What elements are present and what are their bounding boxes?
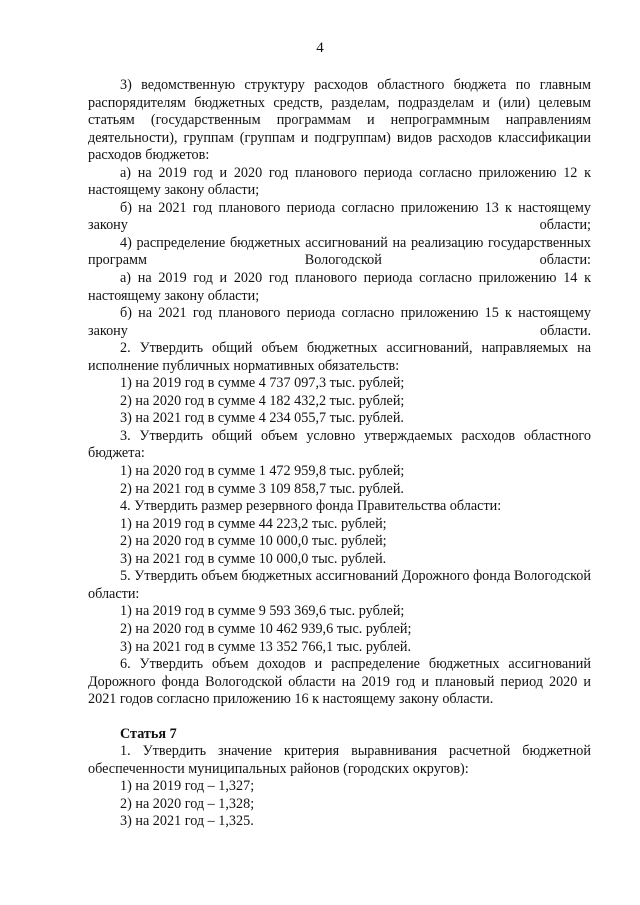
list-item: 3) на 2021 год в сумме 13 352 766,1 тыс. рублей. (120, 638, 412, 655)
list-item: 1) на 2019 год в сумме 4 737 097,3 тыс. рублей; (120, 375, 405, 392)
list-item: 3) на 2021 год – 1,325. (120, 813, 254, 830)
list-item: 3) на 2021 год в сумме 4 234 055,7 тыс. рублей. (120, 410, 404, 427)
paragraph-6-road-fund-revenue: 6. Утвердить объем доходов и распределение бюджетных ассигнований Дорожного фонда Вологодской области на 2019 год и плановый период 2020 и 2021 годов согласно приложению 16 к настоящему закону области. (88, 656, 591, 708)
list-item: 1) на 2019 год в сумме 9 593 369,6 тыс. рублей; (120, 603, 405, 620)
paragraph-3-structure: 3) ведомственную структуру расходов областного бюджета по главным распорядителям бюджетных средств, разделам, подразделам и (или) целевым статьям (государственным программам и непрограммным направлениям деятельности), группам (группам и подгруппам) видов расходов классификации расходов бюджетов: (88, 77, 591, 164)
paragraph-3a: а) на 2019 год и 2020 год планового периода согласно приложению 12 к настоящему закону области; (88, 164, 591, 199)
list-item: 2) на 2020 год – 1,328; (120, 795, 255, 812)
list-item: 3) на 2021 год в сумме 10 000,0 тыс. рублей. (120, 550, 387, 567)
paragraph-2-obligations: 2. Утвердить общий объем бюджетных ассигнований, направляемых на исполнение публичных нормативных обязательств: (88, 340, 591, 374)
list-item: 1) на 2019 год в сумме 44 223,2 тыс. рублей; (120, 515, 387, 532)
document-body (88, 77, 591, 831)
paragraph-3b: б) на 2021 год планового периода согласно приложению 13 к настоящему закону области; (88, 199, 591, 234)
paragraph-4b: б) на 2021 год планового периода согласно приложению 15 к настоящему закону области. (88, 305, 591, 339)
paragraph-4a: а) на 2019 год и 2020 год планового периода согласно приложению 14 к настоящему закону области; (88, 270, 591, 304)
list-item: 1) на 2019 год – 1,327; (120, 778, 255, 795)
page-number: 4 (316, 40, 324, 56)
article-heading: Статья 7 (120, 725, 177, 742)
paragraph-3-conditional: 3. Утвердить общий объем условно утверждаемых расходов областного бюджета: (88, 427, 591, 462)
list-item: 2) на 2020 год в сумме 10 000,0 тыс. рублей; (120, 533, 387, 550)
list-item: 2) на 2020 год в сумме 4 182 432,2 тыс. рублей; (120, 392, 405, 409)
list-item: 2) на 2021 год в сумме 3 109 858,7 тыс. рублей. (120, 480, 404, 497)
paragraph-4-reserve: 4. Утвердить размер резервного фонда Правительства области: (120, 498, 502, 515)
list-item: 2) на 2020 год в сумме 10 462 939,6 тыс. рублей; (120, 620, 412, 637)
paragraph-5-road-fund: 5. Утвердить объем бюджетных ассигнований Дорожного фонда Вологодской области: (88, 568, 591, 602)
article7-paragraph-1: 1. Утвердить значение критерия выравнивания расчетной бюджетной обеспеченности муниципальных районов (городских округов): (88, 743, 591, 777)
paragraph-4-programs: 4) распределение бюджетных ассигнований на реализацию государственных программ Вологодской области: (88, 234, 591, 269)
list-item: 1) на 2020 год в сумме 1 472 959,8 тыс. рублей; (120, 463, 405, 480)
